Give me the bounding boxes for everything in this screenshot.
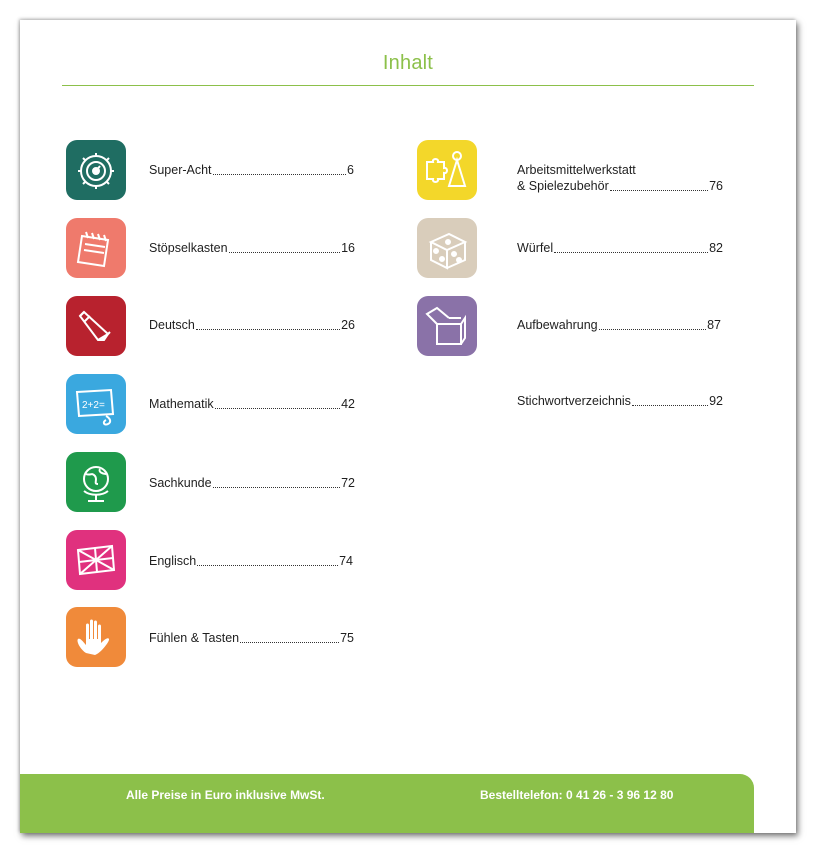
footer-prices-note: Alle Preise in Euro inklusive MwSt. bbox=[126, 788, 325, 802]
entry-page: 72 bbox=[341, 476, 355, 490]
union-jack-icon bbox=[66, 530, 126, 590]
leader-dots bbox=[215, 408, 340, 409]
entry-title: Stichwortverzeichnis bbox=[517, 394, 631, 408]
entry-page: 42 bbox=[341, 397, 355, 411]
entry-title: Mathematik bbox=[149, 397, 214, 411]
entry-page: 76 bbox=[709, 179, 723, 193]
leader-dots bbox=[554, 252, 708, 253]
box-icon bbox=[417, 296, 477, 356]
leader-dots bbox=[240, 642, 339, 643]
entry-title: Englisch bbox=[149, 554, 197, 568]
page-title: Inhalt bbox=[382, 52, 434, 74]
chalkboard-icon bbox=[66, 374, 126, 434]
entry-title: Stöpselkasten bbox=[149, 241, 228, 255]
catalog-page bbox=[20, 20, 796, 833]
entry-title: Aufbewahrung bbox=[517, 318, 598, 332]
entry-title: Würfel bbox=[517, 241, 554, 255]
dice-icon bbox=[417, 218, 477, 278]
entry-title: & Spielezubehör bbox=[517, 179, 609, 193]
entry-title: Deutsch bbox=[149, 318, 195, 332]
entry-page: 26 bbox=[341, 318, 355, 332]
puzzle-piece-icon bbox=[417, 140, 477, 200]
entry-page: 82 bbox=[709, 241, 723, 255]
leader-dots bbox=[196, 329, 340, 330]
leader-dots bbox=[610, 190, 708, 191]
entry-title: Sachkunde bbox=[149, 476, 212, 490]
entry-page: 6 bbox=[347, 163, 354, 177]
leader-dots bbox=[213, 487, 341, 488]
leader-dots bbox=[632, 405, 708, 406]
hand-icon bbox=[66, 607, 126, 667]
title-divider bbox=[62, 85, 754, 86]
entry-page: 87 bbox=[707, 318, 721, 332]
entry-page: 16 bbox=[341, 241, 355, 255]
plug-box-icon bbox=[66, 218, 126, 278]
footer-bar bbox=[20, 774, 754, 833]
entry-title-line1: Arbeitsmittelwerkstatt bbox=[517, 163, 636, 177]
globe-icon bbox=[66, 452, 126, 512]
entry-page: 92 bbox=[709, 394, 723, 408]
leader-dots bbox=[599, 329, 706, 330]
entry-page: 74 bbox=[339, 554, 353, 568]
leader-dots bbox=[229, 252, 341, 253]
wheel-icon bbox=[66, 140, 126, 200]
entry-page: 75 bbox=[340, 631, 354, 645]
entry-title: Super-Acht bbox=[149, 163, 212, 177]
pencil-icon bbox=[66, 296, 126, 356]
svg-text:2+2=: 2+2= bbox=[82, 400, 105, 411]
entry-title: Fühlen & Tasten bbox=[149, 631, 240, 645]
leader-dots bbox=[213, 174, 347, 175]
leader-dots bbox=[197, 565, 338, 566]
footer-order-phone: Bestelltelefon: 0 41 26 - 3 96 12 80 bbox=[480, 788, 674, 802]
